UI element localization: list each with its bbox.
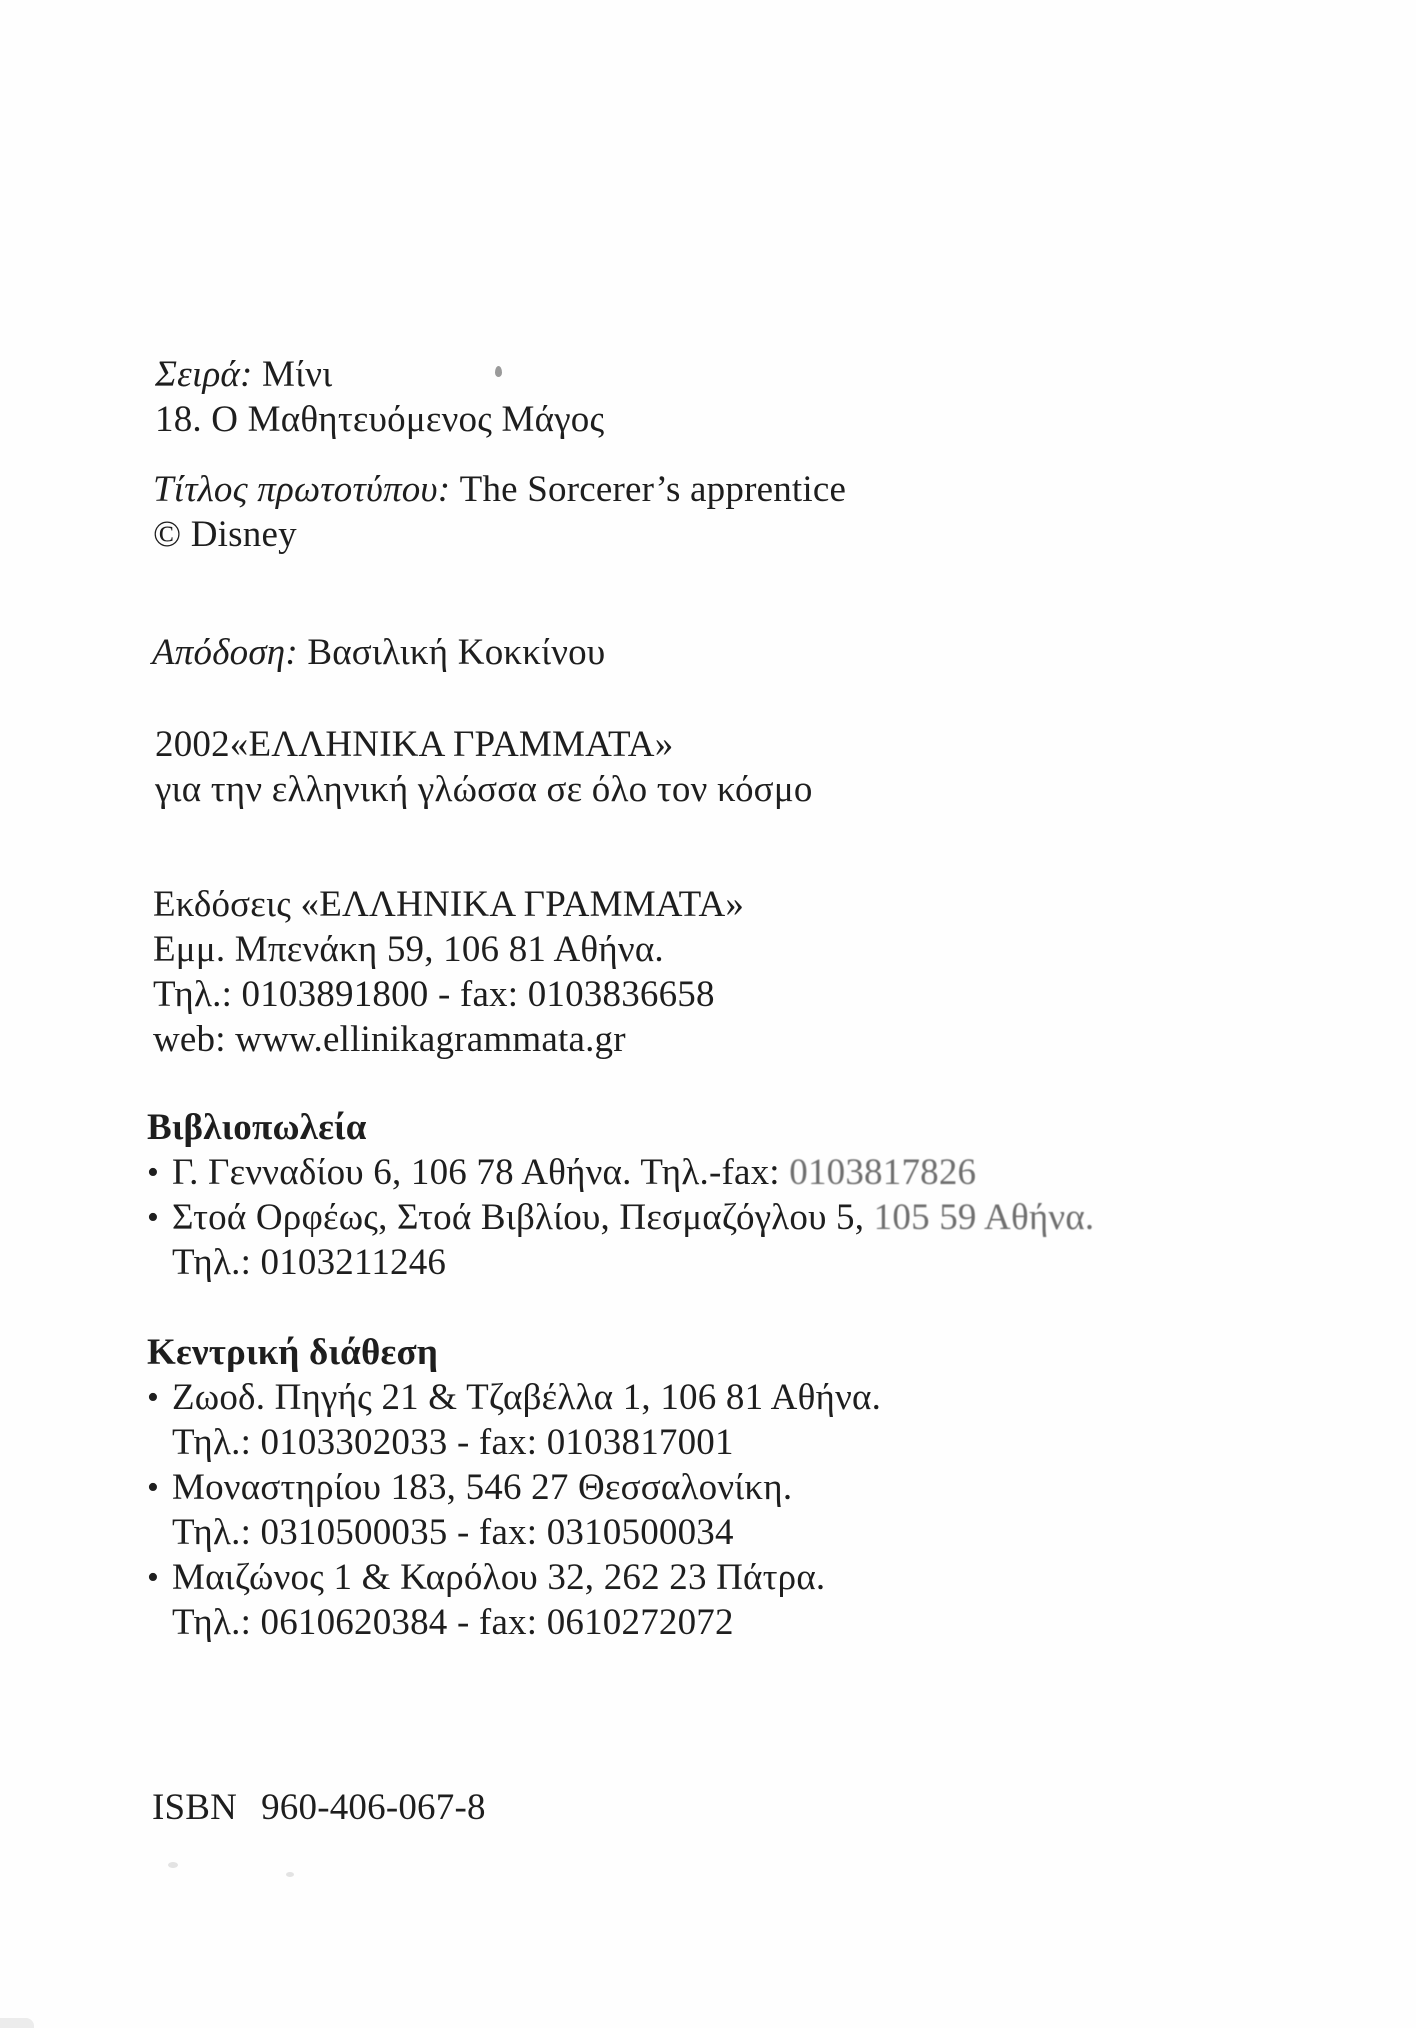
distribution-address: Μαιζώνος 1 & Καρόλου 32, 262 23 Πάτρα. <box>172 1557 826 1598</box>
bullet-icon: • <box>147 1379 160 1416</box>
publisher-name-line: Εκδόσεις «ΕΛΛΗΝΙΚΑ ΓΡΑΜΜΑΤΑ» <box>153 884 745 925</box>
rights-scope-line: για την ελληνική γλώσσα σε όλο τον κόσμο <box>155 769 813 810</box>
bookstore-address-faded: 0103817826 <box>779 1152 977 1193</box>
distribution-item <box>147 1555 881 1645</box>
translation-value: Βασιλική Κοκκίνου <box>297 632 606 673</box>
isbn-value: 960-406-067-8 <box>261 1787 486 1828</box>
publisher-address-line: Εμμ. Μπενάκη 59, 106 81 Αθήνα. <box>153 929 664 970</box>
isbn-label: ISBN <box>152 1787 238 1828</box>
bookstore-address: Στοά Ορφέως, Στοά Βιβλίου, Πεσμαζόγλου 5, <box>172 1197 865 1238</box>
translation-line <box>152 630 605 675</box>
bookstores-block <box>147 1105 1094 1285</box>
translation-label: Απόδοση: <box>152 632 298 673</box>
translation-block <box>152 630 605 675</box>
copyright-line: © Disney <box>153 514 297 555</box>
scan-speck <box>286 1872 294 1877</box>
distribution-phone-line: Τηλ.: 0103302033 - fax: 0103817001 <box>172 1422 734 1463</box>
series-value: Μίνι <box>252 354 333 395</box>
bullet-icon: • <box>147 1559 160 1596</box>
scan-speck <box>168 1862 178 1868</box>
distribution-heading: Κεντρική διάθεση <box>147 1332 439 1373</box>
bullet-icon: • <box>147 1469 160 1506</box>
original-title-line <box>153 467 846 512</box>
scan-corner-smudge <box>0 2018 34 2028</box>
bullet-icon: • <box>147 1199 160 1236</box>
distribution-item <box>147 1375 881 1465</box>
bookstore-address: Γ. Γενναδίου 6, 106 78 Αθήνα. Τηλ.-fax: <box>172 1152 780 1193</box>
series-number-line: 18. Ο Μαθητευόμενος Μάγος <box>155 399 605 440</box>
series-block <box>155 352 604 442</box>
bookstore-address-faded: 105 59 Αθήνα. <box>864 1197 1095 1238</box>
distribution-phone-line: Τηλ.: 0610620384 - fax: 0610272072 <box>172 1602 734 1643</box>
distribution-address: Μοναστηρίου 183, 546 27 Θεσσαλονίκη. <box>172 1467 793 1508</box>
distribution-address: Ζωοδ. Πηγής 21 & Τζαβέλλα 1, 106 81 Αθήνα. <box>172 1377 882 1418</box>
isbn-block <box>152 1785 486 1830</box>
distribution-block <box>147 1330 881 1645</box>
rights-year-line: 2002«ΕΛΛΗΝΙΚΑ ΓΡΑΜΜΑΤΑ» <box>155 724 674 765</box>
scan-speck <box>495 366 502 377</box>
bookstores-heading: Βιβλιοπωλεία <box>147 1107 367 1148</box>
publisher-web-line: web: www.ellinikagrammata.gr <box>153 1019 626 1060</box>
original-title-block <box>153 467 846 557</box>
publisher-block <box>153 882 744 1062</box>
bookstore-phone-line: Τηλ.: 0103211246 <box>172 1242 447 1283</box>
original-title-value: The Sorcerer’s apprentice <box>450 469 847 510</box>
rights-block <box>155 722 813 812</box>
publisher-phone-line: Τηλ.: 0103891800 - fax: 0103836658 <box>153 974 715 1015</box>
distribution-item <box>147 1465 881 1555</box>
bullet-icon: • <box>147 1154 160 1191</box>
bookstore-item <box>147 1195 1094 1285</box>
distribution-phone-line: Τηλ.: 0310500035 - fax: 0310500034 <box>172 1512 734 1553</box>
series-line <box>155 352 604 397</box>
series-label: Σειρά: <box>155 354 253 395</box>
bookstore-item <box>147 1150 1094 1195</box>
original-title-label: Τίτλος πρωτοτύπου: <box>153 469 451 510</box>
